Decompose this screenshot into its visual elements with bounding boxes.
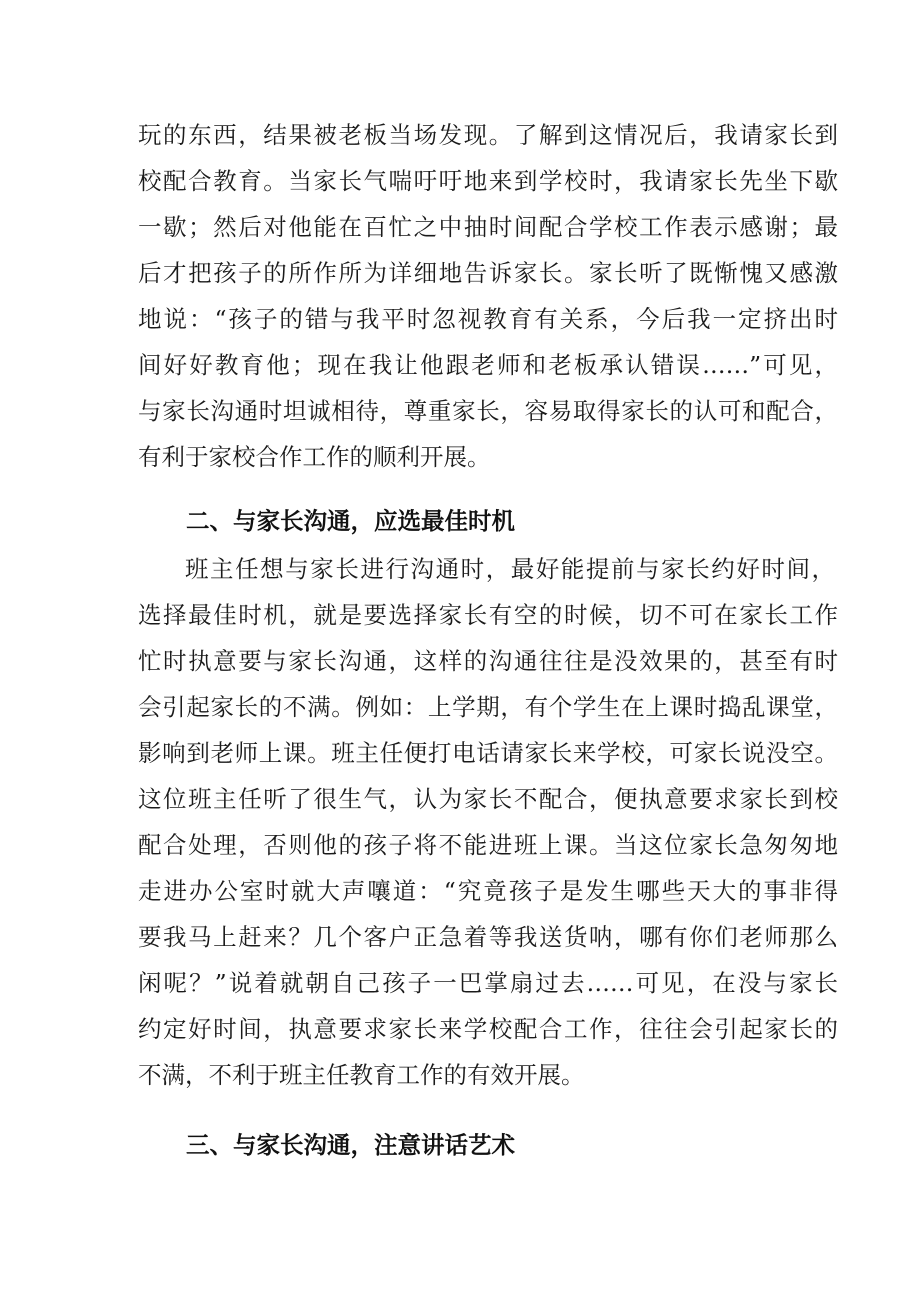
paragraph-line: 闲呢？”说着就朝自己孩子一巴掌扇过去……可见，在没与家长 — [138, 969, 838, 997]
paragraph-line: 校配合教育。当家长气喘吁吁地来到学校时，我请家长先坐下歇 — [138, 167, 838, 195]
paragraph-line: 地说：“孩子的错与我平时忽视教育有关系，今后我一定挤出时 — [138, 305, 838, 333]
paragraph-line: 走进办公室时就大声嚷道：“究竟孩子是发生哪些天大的事非得 — [138, 877, 838, 905]
paragraph-line: 影响到老师上课。班主任便打电话请家长来学校，可家长说没空。 — [138, 739, 838, 767]
paragraph-line: 约定好时间，执意要求家长来学校配合工作，往往会引起家长的 — [138, 1015, 838, 1043]
section-heading: 二、与家长沟通，应选最佳时机 — [186, 507, 515, 535]
paragraph-line: 班主任想与家长进行沟通时，最好能提前与家长约好时间， — [185, 555, 835, 583]
paragraph-line: 要我马上赶来？几个客户正急着等我送货呐，哪有你们老师那么 — [138, 923, 838, 951]
paragraph-line: 有利于家校合作工作的顺利开展。 — [138, 443, 491, 471]
paragraph-line: 玩的东西，结果被老板当场发现。了解到这情况后，我请家长到 — [138, 121, 838, 149]
paragraph-line: 一歇；然后对他能在百忙之中抽时间配合学校工作表示感谢；最 — [138, 213, 838, 241]
paragraph-line: 忙时执意要与家长沟通，这样的沟通往往是没效果的，甚至有时 — [138, 647, 838, 675]
paragraph-line: 这位班主任听了很生气，认为家长不配合，便执意要求家长到校 — [138, 785, 838, 813]
paragraph-line: 配合处理，否则他的孩子将不能进班上课。当这位家长急匆匆地 — [138, 831, 838, 859]
paragraph-line: 选择最佳时机，就是要选择家长有空的时候，切不可在家长工作 — [138, 601, 838, 629]
section-heading: 三、与家长沟通，注意讲话艺术 — [186, 1131, 515, 1159]
paragraph-line: 间好好教育他；现在我让他跟老师和老板承认错误……”可见， — [138, 351, 838, 379]
paragraph-line: 与家长沟通时坦诚相待，尊重家长，容易取得家长的认可和配合， — [138, 397, 838, 425]
paragraph-line: 不满，不利于班主任教育工作的有效开展。 — [138, 1061, 585, 1089]
paragraph-line: 后才把孩子的所作所为详细地告诉家长。家长听了既惭愧又感激 — [138, 259, 838, 287]
paragraph-line: 会引起家长的不满。例如：上学期，有个学生在上课时捣乱课堂， — [138, 693, 838, 721]
